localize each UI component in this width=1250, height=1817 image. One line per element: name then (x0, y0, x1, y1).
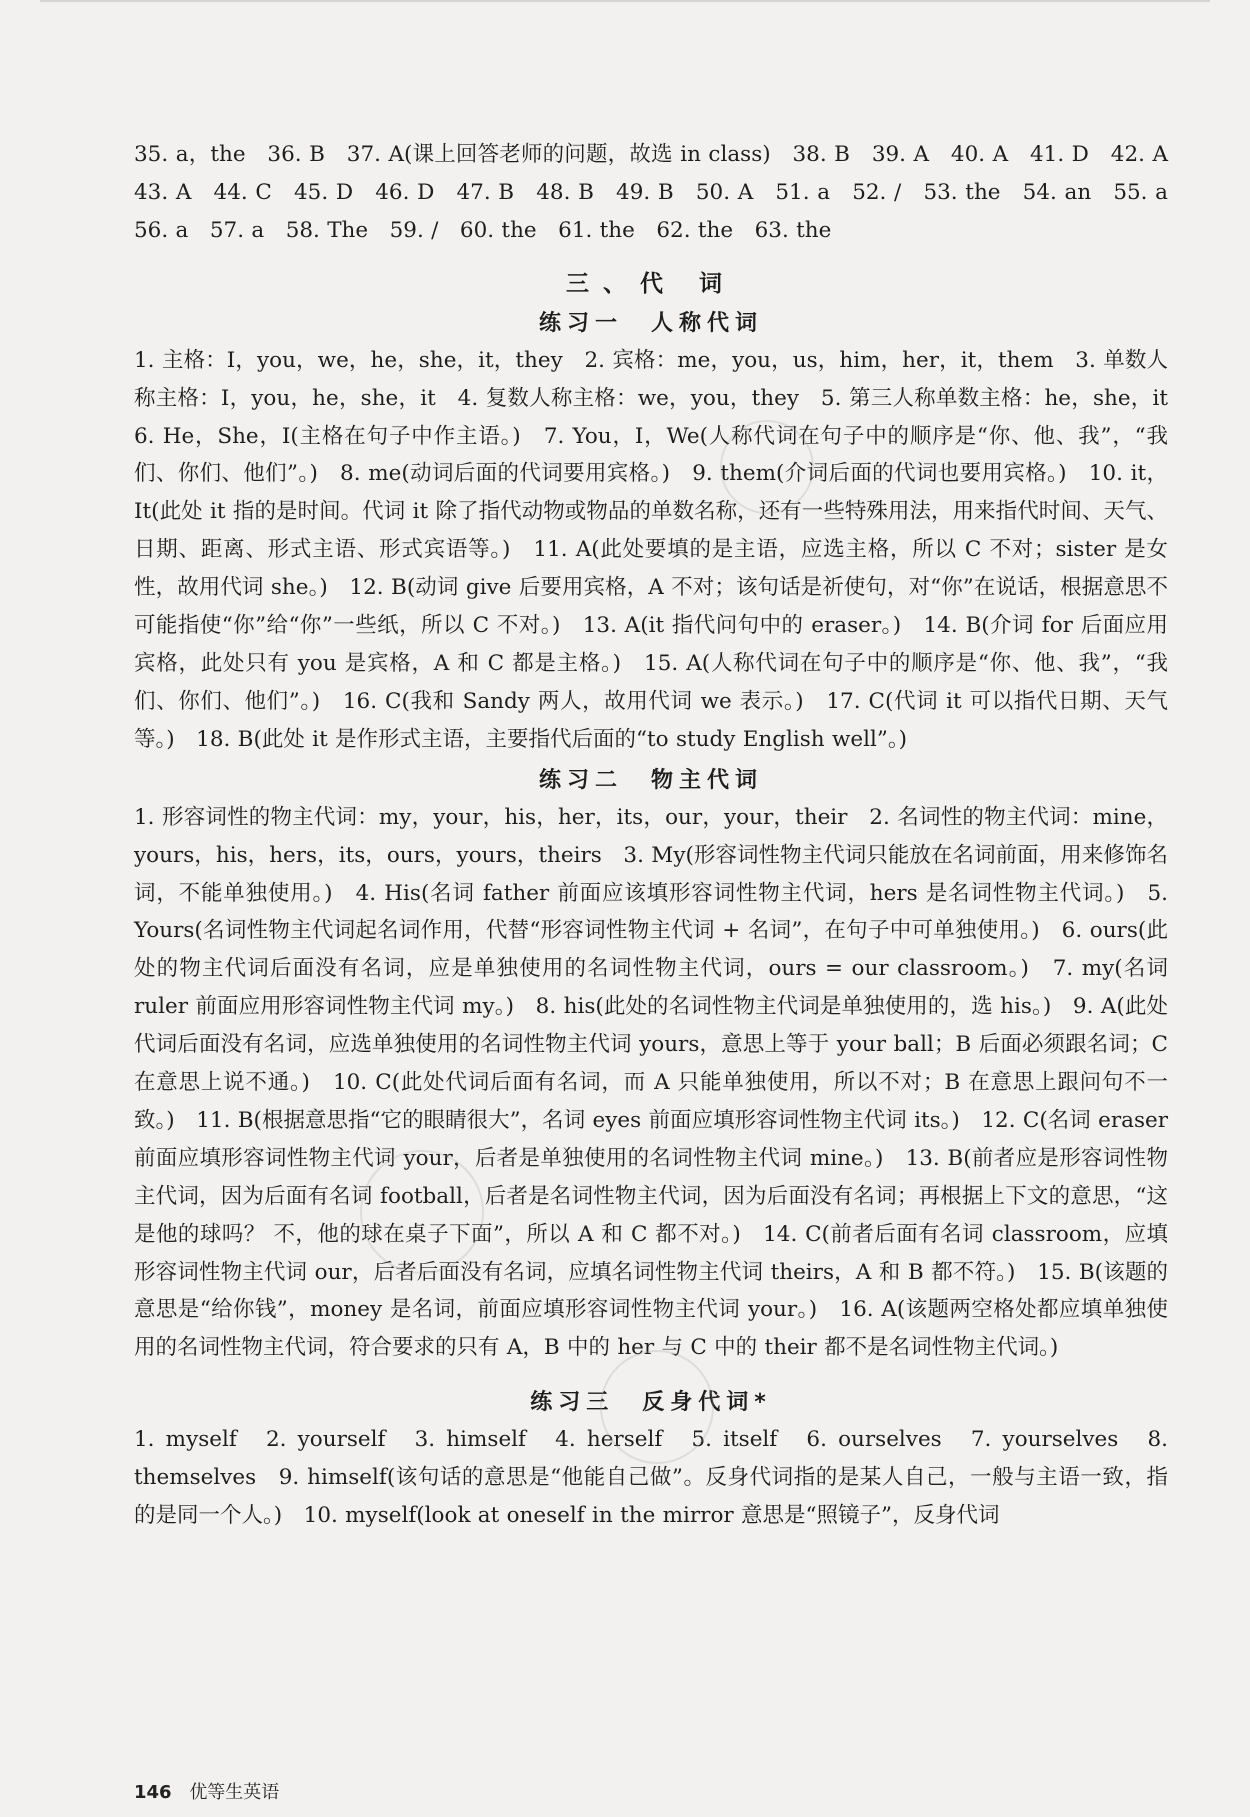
exercise-3-title: 练习三 反身代词* (530, 1390, 772, 1416)
exercise-2-answers: 1. 形容词性的物主代词：my，your，his，her，its，our，your，their 2. 名词性的物主代词：mine，yours，his，hers，its，ours，yours，theirs 3. My(形容词性物主代词只能放在名词前面，用来修饰名词，不能单独使用。) 4. His(名词 father 前面应该填形容词性物主代词，hers 是名词性物主代词。) 5. Yours(名词性物主代词起名词作用，代替“形容词性物主代词 + 名词”，在句子中可单独使用。) 6. ours(此处的物主代词后面没有名词，应是单独使用的名词性物主代词，ours = our classroom。) 7. my(名词 ruler 前面应用形容词性物主代词 my。) 8. his(此处的名词性物主代词是单独使用的，选 his。) 9. A(此处代词后面没有名词，应选单独使用的名词性物主代词 yours，意思上等于 your ball；B 后面必须跟名词；C 在意思上说不通。) 10. C(此处代词后面有名词，而 A 只能单独使用，所以不对；B 在意思上跟问句不一致。) 11. B(根据意思指“它的眼睛很大”，名词 eyes 前面应填形容词性物主代词 its。) 12. C(名词 eraser 前面应填形容词性物主代词 your，后者是单独使用的名词性物主代词 mine。) 13. B(前者应是形容词性物主代词，因为后面有名词 football，后者是名词性物主代词，因为后面没有名词；再根据上下文的意思，“这是他的球吗？ 不，他的球在桌子下面”，所以 A 和 C 都不对。) 14. C(前者后面有名词 classroom，应填形容词性物主代词 our，后者后面没有名词，应填名词性物主代词 theirs，A 和 B 都不符。) 15. B(该题的意思是“给你钱”，money 是名词，前面应填形容词性物主代词 your。) 16. A(该题两空格处都应填单独使用的名词性物主代词，符合要求的只有 A，B 中的 her 与 C 中的 their 都不是名词性物主代词。) (134, 804, 1168, 1361)
exercise-1-answers: 1. 主格：I，you，we，he，she，it，they 2. 宾格：me，you，us，him，her，it，them 3. 单数人称主格：I，you，he，she，it 4. 复数人称主格：we，you，they 5. 第三人称单数主格：he，she，it 6. He，She，I(主格在句子中作主语。) 7. You，I，We(人称代词在句子中的顺序是“你、他、我”，“我们、你们、他们”。) 8. me(动词后面的代词要用宾格。) 9. them(介词后面的代词也要用宾格。) 10. it，It(此处 it 指的是时间。代词 it 除了指代动物或物品的单数名称，还有一些特殊用法，用来指代时间、天气、日期、距离、形式主语、形式宾语等。) 11. A(此处要填的是主语，应选主格，所以 C 不对；sister 是女性，故用代词 she。) 12. B(动词 give 后要用宾格，A 不对；该句话是祈使句，对“你”在说话，根据意思不可能指使“你”给“你”一些纸，所以 C 不对。) 13. A(it 指代问句中的 eraser。) 14. B(介词 for 后面应用宾格，此处只有 you 是宾格，A 和 C 都是主格。) 15. A(人称代词在句子中的顺序是“你、他、我”，“我们、你们、他们”。) 16. C(我和 Sandy 两人，故用代词 we 表示。) 17. C(代词 it 可以指代日期、天气等。) 18. B(此处 it 是作形式主语，主要指代后面的“to study English well”。) (134, 347, 1190, 752)
answers-35-63: 35. a，the 36. B 37. A(课上回答老师的问题，故选 in class) 38. B 39. A 40. A 41. D 42. A 43. A 44. C 45. D 46. D 47. B 48. B 49. B 50. A 51. a 52. / 53. the 54. an 55. a 56. a 57. a 58. The 59. / 60. the 61. the 62. the 63. the (134, 142, 1190, 243)
page-footer (134, 1778, 279, 1804)
book-title: 优等生英语 (189, 1782, 280, 1803)
exercise-1-title: 练习一 人称代词 (538, 310, 763, 336)
page-content (134, 136, 1190, 1535)
top-edge-line (40, 0, 1210, 2)
page-number: 146 (134, 1782, 172, 1803)
section-title: 三、代 词 (565, 270, 736, 297)
exercise-3-answers: 1. myself 2. yourself 3. himself 4. herself 5. itself 6. ourselves 7. yourselves 8. themselves 9. himself(该句话的意思是“他能自己做”。反身代词指的是某人自己，一般与主语一致，指的是同一个人。) 10. myself(look at oneself in the mirror 意思是“照镜子”，反身代词 (134, 1427, 1168, 1529)
exercise-2-title: 练习二 物主代词 (538, 767, 763, 793)
